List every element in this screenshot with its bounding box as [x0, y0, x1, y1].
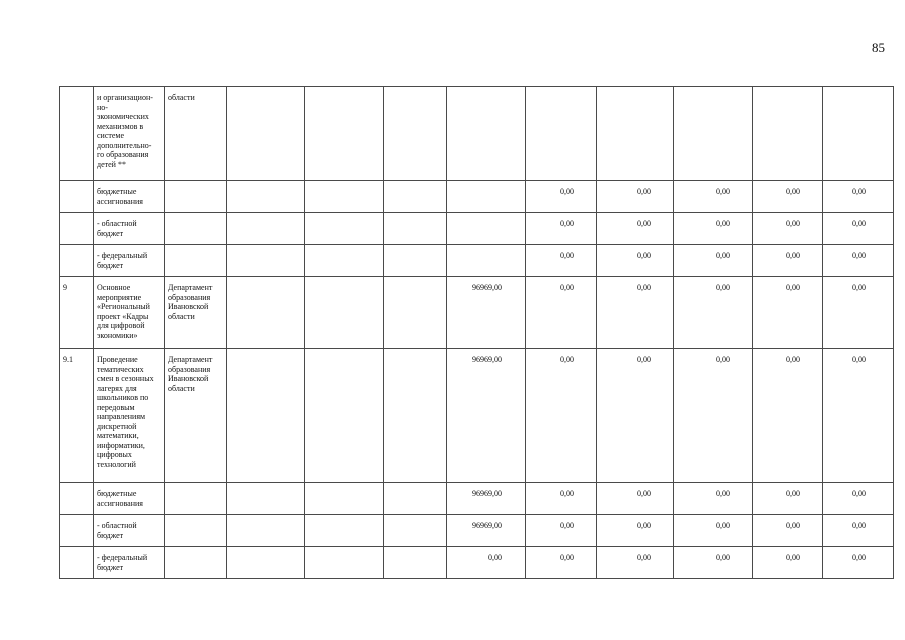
table-cell: 0,00 [597, 483, 674, 515]
table-cell [227, 245, 305, 277]
table-cell [384, 547, 447, 579]
table-cell [305, 483, 384, 515]
table-cell: 0,00 [597, 349, 674, 483]
table-cell [447, 87, 526, 181]
table-cell: 96969,00 [447, 483, 526, 515]
table-cell: 0,00 [526, 349, 597, 483]
table-cell [60, 515, 94, 547]
table-cell: 0,00 [526, 213, 597, 245]
table-cell: 0,00 [597, 277, 674, 349]
table-cell: 0,00 [526, 277, 597, 349]
table-cell: 0,00 [823, 245, 894, 277]
table-cell [227, 87, 305, 181]
table-cell [165, 245, 227, 277]
table-cell [305, 277, 384, 349]
table-cell [384, 181, 447, 213]
table-cell [60, 181, 94, 213]
table-cell: 0,00 [823, 547, 894, 579]
table-row [60, 181, 894, 213]
table-cell: 0,00 [674, 277, 753, 349]
table-cell [384, 483, 447, 515]
table-cell [384, 349, 447, 483]
table-cell [447, 213, 526, 245]
table-cell: Проведение тематических смен в сезонных лагерях для школьников по передовым направлениям дискретной математики, информатики, цифровых технологий [94, 349, 165, 483]
table-row [60, 547, 894, 579]
table-cell [305, 87, 384, 181]
table-row [60, 277, 894, 349]
table-cell: Департамент образования Ивановской области [165, 277, 227, 349]
table-cell: 0,00 [526, 547, 597, 579]
table-cell [305, 515, 384, 547]
table-cell: 0,00 [674, 547, 753, 579]
table-cell [305, 181, 384, 213]
table-cell: 0,00 [526, 515, 597, 547]
table-cell: 0,00 [753, 181, 823, 213]
table-cell [305, 213, 384, 245]
table-cell [227, 483, 305, 515]
table-cell [60, 245, 94, 277]
table-cell [674, 87, 753, 181]
table-cell [447, 245, 526, 277]
table-cell [526, 87, 597, 181]
table-cell: 0,00 [674, 515, 753, 547]
table-cell: 96969,00 [447, 515, 526, 547]
table-cell: 0,00 [823, 213, 894, 245]
table-cell: 0,00 [753, 349, 823, 483]
table-cell: 0,00 [753, 277, 823, 349]
table-body [60, 87, 894, 579]
table-cell [165, 483, 227, 515]
table-cell: 0,00 [597, 515, 674, 547]
table-cell [447, 181, 526, 213]
budget-table [59, 86, 894, 579]
table-cell: 0,00 [753, 483, 823, 515]
table-cell [384, 515, 447, 547]
table-cell: - федеральный бюджет [94, 547, 165, 579]
table-cell: области [165, 87, 227, 181]
table-cell [60, 483, 94, 515]
table-cell [165, 181, 227, 213]
table-cell: 0,00 [526, 483, 597, 515]
table-cell: 0,00 [823, 515, 894, 547]
table-cell: 0,00 [674, 181, 753, 213]
table-row [60, 515, 894, 547]
table-cell: Основное мероприятие «Региональный проект «Кадры для цифровой экономики» [94, 277, 165, 349]
table-cell: 0,00 [823, 483, 894, 515]
table-cell [227, 547, 305, 579]
table-cell: 96969,00 [447, 349, 526, 483]
table-cell [60, 213, 94, 245]
table-row [60, 245, 894, 277]
table-cell [384, 245, 447, 277]
table-cell [227, 515, 305, 547]
table-cell: - областной бюджет [94, 515, 165, 547]
table-cell: 0,00 [674, 349, 753, 483]
table-cell [227, 277, 305, 349]
table-cell [384, 277, 447, 349]
table-cell [597, 87, 674, 181]
table-cell: бюджетные ассигнования [94, 483, 165, 515]
table-cell [165, 547, 227, 579]
table-cell: и организацион- но- экономических механизмов в системе дополнительно- го образования детей ** [94, 87, 165, 181]
table-cell: 0,00 [597, 547, 674, 579]
table-cell [305, 349, 384, 483]
table-cell [227, 181, 305, 213]
table-cell: 9.1 [60, 349, 94, 483]
table-cell: 96969,00 [447, 277, 526, 349]
table-cell: 0,00 [526, 181, 597, 213]
table-cell: 9 [60, 277, 94, 349]
table-cell: - областной бюджет [94, 213, 165, 245]
table-cell [60, 87, 94, 181]
table-cell: 0,00 [597, 245, 674, 277]
table-cell [384, 87, 447, 181]
table-row [60, 349, 894, 483]
table-row [60, 87, 894, 181]
table-cell: 0,00 [823, 277, 894, 349]
table-cell [753, 87, 823, 181]
table-cell: 0,00 [597, 181, 674, 213]
table-cell: 0,00 [674, 483, 753, 515]
page-number: 85 [872, 40, 885, 55]
table-cell [165, 213, 227, 245]
table-cell: 0,00 [823, 349, 894, 483]
table-cell: Департамент образования Ивановской области [165, 349, 227, 483]
table-cell [227, 349, 305, 483]
table-cell: - федеральный бюджет [94, 245, 165, 277]
table-cell: 0,00 [447, 547, 526, 579]
table-cell [60, 547, 94, 579]
table-cell: 0,00 [674, 213, 753, 245]
table-cell: 0,00 [526, 245, 597, 277]
table-cell [305, 547, 384, 579]
table-cell: бюджетные ассигнования [94, 181, 165, 213]
table-row [60, 483, 894, 515]
table-cell [227, 213, 305, 245]
table-cell [823, 87, 894, 181]
table-cell: 0,00 [674, 245, 753, 277]
table-row [60, 213, 894, 245]
table-cell: 0,00 [753, 245, 823, 277]
table-cell: 0,00 [753, 547, 823, 579]
table-cell: 0,00 [597, 213, 674, 245]
table-cell: 0,00 [753, 515, 823, 547]
table-cell [384, 213, 447, 245]
table-cell [165, 515, 227, 547]
table-cell: 0,00 [753, 213, 823, 245]
table-cell [305, 245, 384, 277]
table-cell: 0,00 [823, 181, 894, 213]
